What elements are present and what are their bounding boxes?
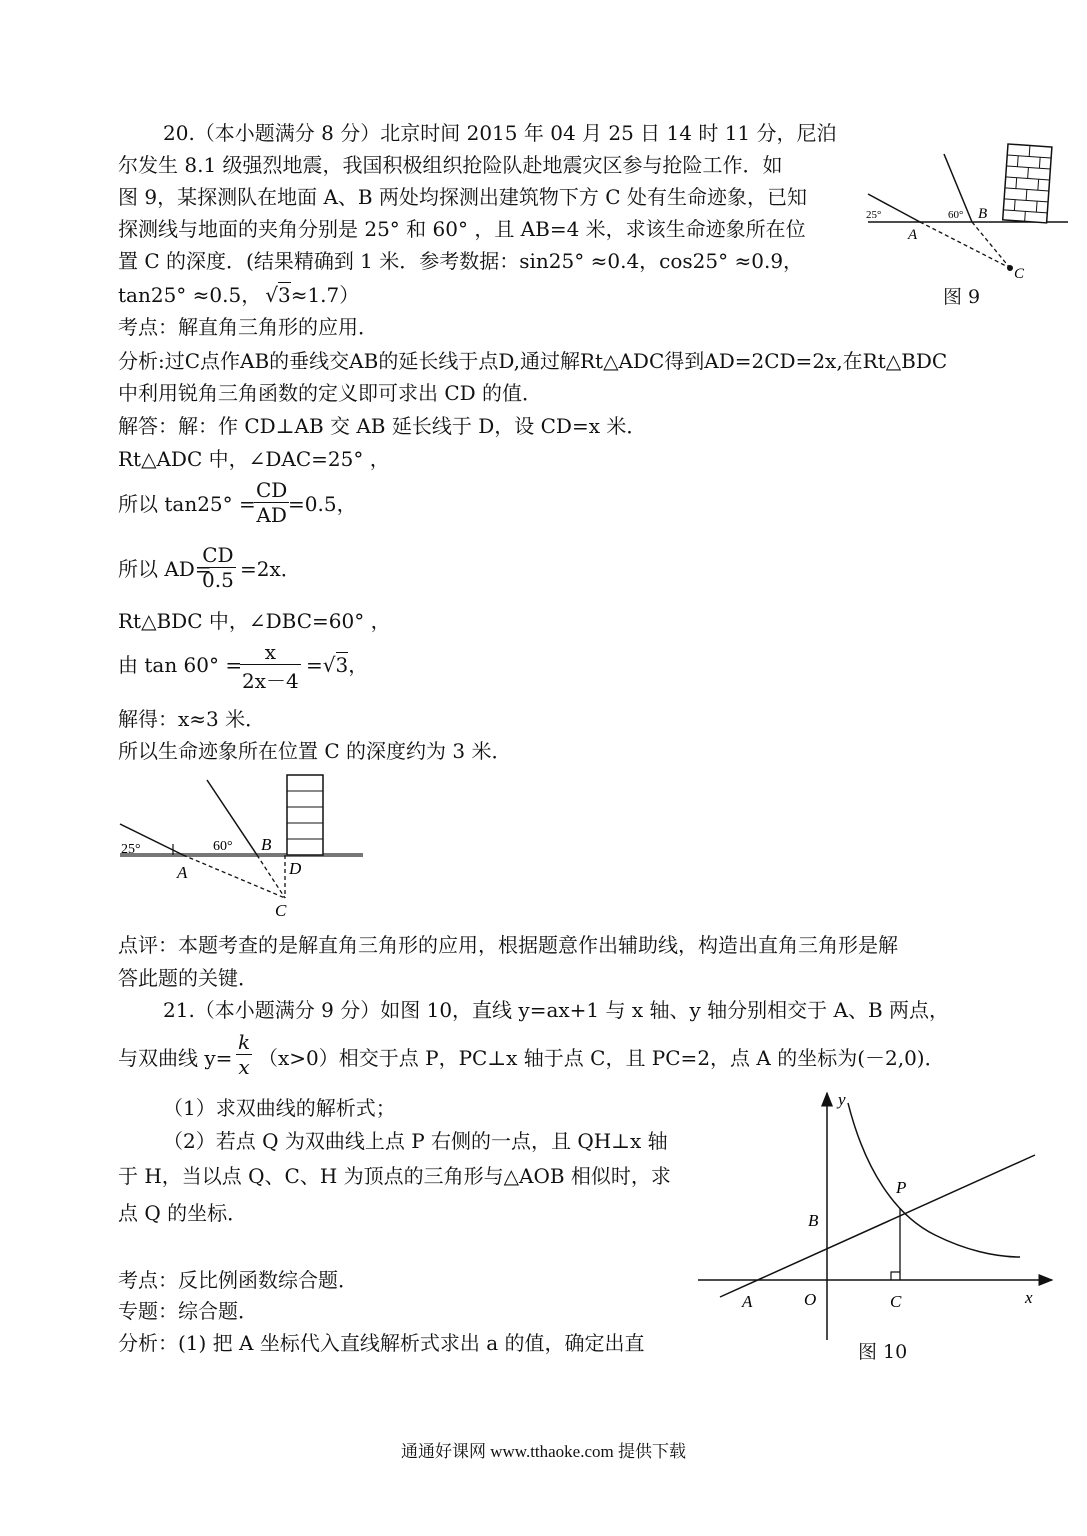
fraction-cd-05: $\frac{CD}{0.5}$ bbox=[202, 543, 234, 592]
q20-bdc: Rt△BDC 中，∠DBC=60° ， bbox=[118, 609, 391, 633]
figure-10 bbox=[690, 1085, 1060, 1345]
q20-dianping-2: 答此题的关键． bbox=[118, 966, 258, 990]
solution-figure bbox=[115, 770, 375, 925]
q20-line-6-tail: ≈1.7） bbox=[290, 283, 360, 307]
fig10-label-a: A bbox=[742, 1292, 753, 1311]
q21-kaodian: 考点：反比例函数综合题． bbox=[118, 1268, 358, 1292]
q20-tan60-pre: 由 tan 60° = bbox=[118, 653, 243, 677]
q20-line-2: 尔发生 8.1 级强烈地震，我国积极组织抢险队赴地震灾区参与抢险工作．如 bbox=[118, 153, 783, 177]
line-y-ax-1 bbox=[720, 1155, 1035, 1297]
q21-part-1: （1）求双曲线的解析式； bbox=[163, 1096, 396, 1120]
q20-fenxi-1: 分析:过C点作AB的垂线交AB的延长线于点D,通过解Rt△ADC得到AD=2CD=2x,在Rt△BDC bbox=[118, 349, 948, 373]
fig9-label-c: C bbox=[1014, 266, 1025, 280]
q20-kaodian: 考点：解直角三角形的应用． bbox=[118, 315, 378, 339]
sol-angle-60: 60° bbox=[213, 839, 233, 854]
fig9-angle-60: 60° bbox=[948, 209, 964, 221]
q20-line-5: 置 C 的深度．(结果精确到 1 米．参考数据：sin25° ≈0.4，cos25° ≈0.9， bbox=[118, 249, 804, 273]
fig10-label-y: y bbox=[838, 1090, 846, 1109]
q21-part-2a: （2）若点 Q 为双曲线上点 P 右侧的一点，且 QH⊥x 轴 bbox=[163, 1129, 668, 1153]
dashed-ac bbox=[183, 855, 285, 898]
fraction-cd-ad: $\frac{CD}{AD}$ bbox=[256, 478, 288, 527]
q20-dianping-1: 点评：本题考查的是解直角三角形的应用，根据题意作出辅助线，构造出直角三角形是解 bbox=[118, 933, 898, 957]
building bbox=[1003, 144, 1052, 223]
q20-line-1: 20.（本小题满分 8 分）北京时间 2015 年 04 月 25 日 14 时 11 分，尼泊 bbox=[163, 121, 837, 145]
fig9-angle-25: 25° bbox=[866, 209, 882, 221]
fig9-label-a: A bbox=[908, 227, 918, 243]
q21-line-1: 21.（本小题满分 9 分）如图 10，直线 y=ax+1 与 x 轴、y 轴分别相交于 A、B 两点， bbox=[163, 998, 950, 1022]
q20-conclusion: 所以生命迹象所在位置 C 的深度约为 3 米． bbox=[118, 739, 512, 763]
q21-part-2c: 点 Q 的坐标． bbox=[118, 1201, 248, 1225]
fig10-label-o: O bbox=[804, 1290, 817, 1309]
fraction-x-2x-4: $\frac{x}{2x-4}$ bbox=[242, 640, 299, 693]
q21-line-2-post: （x>0）相交于点 P，PC⊥x 轴于点 C，且 PC=2，点 A 的坐标为(－2,0)． bbox=[258, 1046, 945, 1070]
q20-line-6-text: tan25° ≈0.5， bbox=[118, 283, 262, 307]
right-angle-mark bbox=[891, 1272, 900, 1280]
q20-fenxi-2: 中利用锐角三角函数的定义即可求出 CD 的值． bbox=[118, 381, 543, 405]
q21-part-2b: 于 H，当以点 Q、C、H 为顶点的三角形与△AOB 相似时，求 bbox=[118, 1164, 671, 1188]
dashed-ac bbox=[920, 222, 1010, 268]
q20-line-6 bbox=[118, 282, 359, 308]
q20-adc: Rt△ADC 中，∠DAC=25° ， bbox=[118, 447, 390, 471]
fig10-label-c: C bbox=[890, 1292, 902, 1311]
building bbox=[287, 775, 323, 855]
q20-jieda: 解答：解：作 CD⊥AB 交 AB 延长线于 D，设 CD=x 米． bbox=[118, 414, 647, 438]
q20-jiede: 解得：x≈3 米． bbox=[118, 707, 266, 731]
point-c bbox=[1007, 265, 1013, 271]
hyperbola-curve bbox=[848, 1103, 1020, 1257]
sqrt-3: √3 bbox=[265, 283, 291, 307]
sqrt-3: √3 bbox=[322, 653, 349, 677]
figure-10-caption: 图 10 bbox=[858, 1341, 908, 1363]
figure-9 bbox=[860, 140, 1075, 280]
fig10-label-b: B bbox=[808, 1211, 819, 1230]
dashed-bc bbox=[972, 222, 1010, 268]
q20-line-4: 探测线与地面的夹角分别是 25° 和 60° ，且 AB=4 米，求该生命迹象所在位 bbox=[118, 217, 806, 241]
q21-zhuanti: 专题：综合题． bbox=[118, 1299, 258, 1323]
fig10-label-x: x bbox=[1025, 1288, 1033, 1307]
q20-line-3: 图 9，某探测队在地面 A、B 两处均探测出建筑物下方 C 处有生命迹象，已知 bbox=[118, 185, 807, 209]
sol-label-b: B bbox=[261, 835, 272, 854]
q21-line-2-pre: 与双曲线 y= bbox=[118, 1046, 233, 1070]
q20-ad-pre: 所以 AD= bbox=[118, 557, 212, 581]
fig9-label-b: B bbox=[978, 206, 988, 222]
page-footer: 通通好课网 www.tthaoke.com 提供下载 bbox=[400, 1442, 687, 1461]
fig10-label-p: P bbox=[896, 1178, 907, 1197]
q20-tan25-post: =0.5， bbox=[288, 492, 357, 516]
sol-label-c: C bbox=[275, 901, 287, 920]
sol-label-a: A bbox=[177, 863, 188, 882]
fraction-k-x: $\frac{k}{x}$ bbox=[238, 1030, 251, 1079]
dashed-bc bbox=[257, 855, 285, 898]
q21-fenxi: 分析：(1) 把 A 坐标代入直线解析式求出 a 的值，确定出直 bbox=[118, 1331, 645, 1355]
sol-label-d: D bbox=[289, 859, 302, 878]
q20-tan25-pre: 所以 tan25° = bbox=[118, 492, 256, 516]
sol-angle-25: 25° bbox=[121, 842, 141, 857]
q20-tan60-post: =√3， bbox=[306, 653, 369, 677]
figure-9-caption: 图 9 bbox=[943, 286, 981, 308]
q20-ad-post: =2x． bbox=[240, 557, 301, 581]
